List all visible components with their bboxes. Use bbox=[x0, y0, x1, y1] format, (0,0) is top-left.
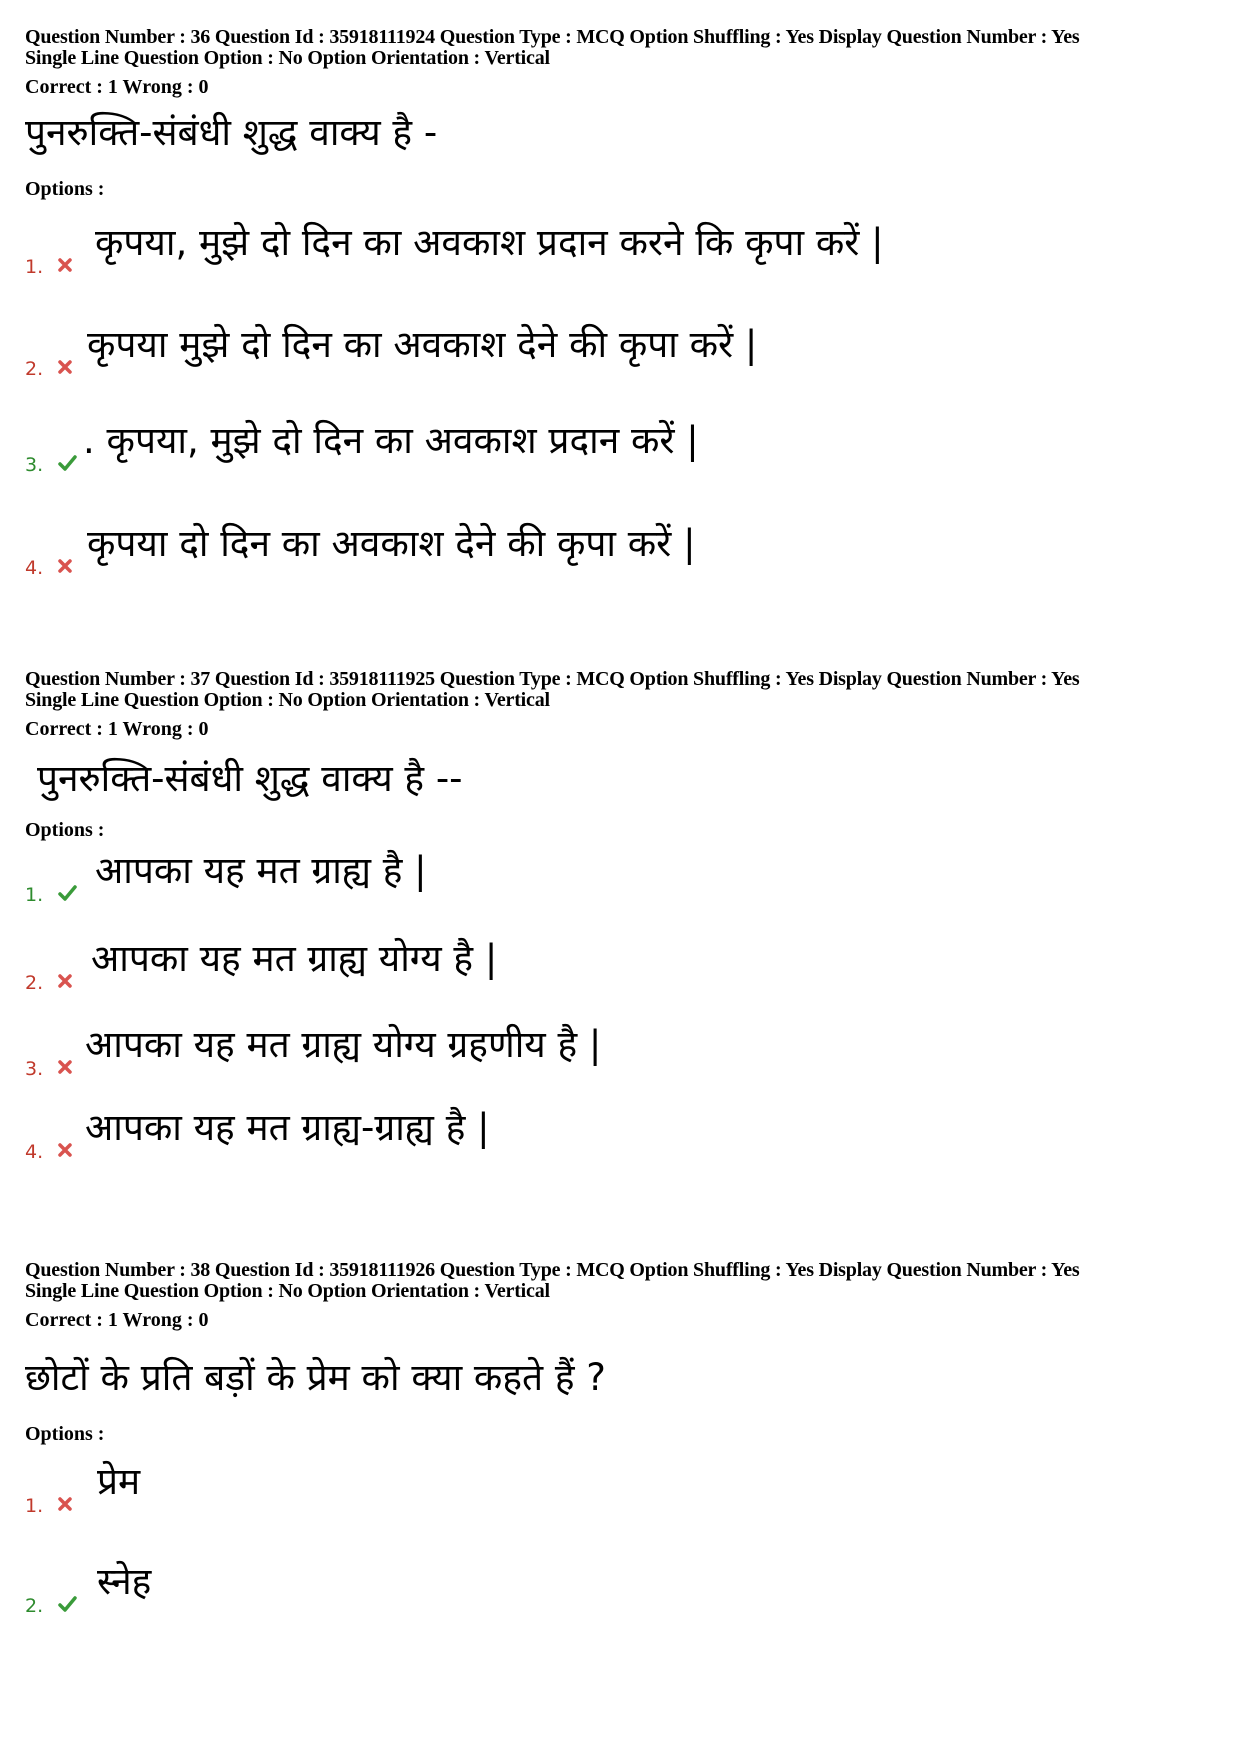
option-number: 4. bbox=[25, 1141, 44, 1163]
cross-icon bbox=[55, 1057, 75, 1077]
cross-icon bbox=[55, 1140, 75, 1160]
option-2 bbox=[25, 937, 1175, 997]
option-number: 2. bbox=[25, 972, 44, 994]
option-text: स्नेह bbox=[97, 1560, 152, 1603]
option-text: आपका यह मत ग्राह्य-ग्राह्य है | bbox=[85, 1106, 490, 1149]
check-icon bbox=[55, 883, 79, 903]
cross-icon bbox=[55, 971, 75, 991]
options-label: Options : bbox=[25, 1423, 105, 1445]
cross-icon bbox=[55, 556, 75, 576]
option-number: 3. bbox=[25, 1058, 44, 1080]
option-1 bbox=[25, 221, 1175, 281]
score-line: Correct : 1 Wrong : 0 bbox=[25, 76, 209, 98]
option-text: आपका यह मत ग्राह्य योग्य है | bbox=[91, 937, 498, 980]
option-1 bbox=[25, 1460, 1175, 1520]
option-1 bbox=[25, 849, 1175, 909]
question-36 bbox=[25, 26, 1225, 579]
question-meta-line-1: Question Number : 38 Question Id : 35918111926 Question Type : MCQ Option Shuffling : Yes Display Question Number : Yes bbox=[25, 1259, 1080, 1281]
question-text: छोटों के प्रति बड़ों के प्रेम को क्या कहते हैं ? bbox=[25, 1356, 606, 1399]
question-meta-line-2: Single Line Question Option : No Option Orientation : Vertical bbox=[25, 47, 550, 69]
score-line: Correct : 1 Wrong : 0 bbox=[25, 718, 209, 740]
option-text: आपका यह मत ग्राह्य है | bbox=[95, 849, 427, 892]
cross-icon bbox=[55, 357, 75, 377]
option-2 bbox=[25, 323, 1175, 383]
option-4 bbox=[25, 1106, 1175, 1166]
option-text: कृपया, मुझे दो दिन का अवकाश प्रदान करने कि कृपा करें | bbox=[95, 221, 884, 264]
option-text: कृपया मुझे दो दिन का अवकाश देने की कृपा करें | bbox=[87, 323, 758, 366]
option-text: . कृपया, मुझे दो दिन का अवकाश प्रदान करें | bbox=[83, 419, 699, 462]
option-4 bbox=[25, 522, 1175, 582]
check-icon bbox=[55, 1594, 79, 1614]
option-text: आपका यह मत ग्राह्य योग्य ग्रहणीय है | bbox=[85, 1023, 602, 1066]
options-label: Options : bbox=[25, 819, 105, 841]
option-number: 2. bbox=[25, 358, 44, 380]
question-37 bbox=[25, 668, 1225, 1163]
option-number: 3. bbox=[25, 454, 44, 476]
option-number: 2. bbox=[25, 1595, 44, 1617]
option-number: 1. bbox=[25, 256, 44, 278]
question-text: पुनरुक्ति-संबंधी शुद्ध वाक्य है -- bbox=[37, 757, 463, 800]
option-text: कृपया दो दिन का अवकाश देने की कृपा करें | bbox=[87, 522, 696, 565]
question-meta-line-2: Single Line Question Option : No Option Orientation : Vertical bbox=[25, 1280, 550, 1302]
cross-icon bbox=[55, 255, 75, 275]
option-text: प्रेम bbox=[97, 1460, 141, 1503]
option-number: 1. bbox=[25, 884, 44, 906]
check-icon bbox=[55, 453, 79, 473]
option-3 bbox=[25, 1023, 1175, 1083]
question-text: पुनरुक्ति-संबंधी शुद्ध वाक्य है - bbox=[25, 111, 438, 154]
option-3 bbox=[25, 419, 1175, 479]
option-2 bbox=[25, 1560, 1175, 1620]
question-meta-line-2: Single Line Question Option : No Option Orientation : Vertical bbox=[25, 689, 550, 711]
options-label: Options : bbox=[25, 178, 105, 200]
question-meta-line-1: Question Number : 37 Question Id : 35918111925 Question Type : MCQ Option Shuffling : Yes Display Question Number : Yes bbox=[25, 668, 1080, 690]
option-number: 4. bbox=[25, 557, 44, 579]
option-number: 1. bbox=[25, 1495, 44, 1517]
cross-icon bbox=[55, 1494, 75, 1514]
score-line: Correct : 1 Wrong : 0 bbox=[25, 1309, 209, 1331]
question-meta-line-1: Question Number : 36 Question Id : 35918111924 Question Type : MCQ Option Shuffling : Yes Display Question Number : Yes bbox=[25, 26, 1080, 48]
question-38 bbox=[25, 1259, 1225, 1617]
